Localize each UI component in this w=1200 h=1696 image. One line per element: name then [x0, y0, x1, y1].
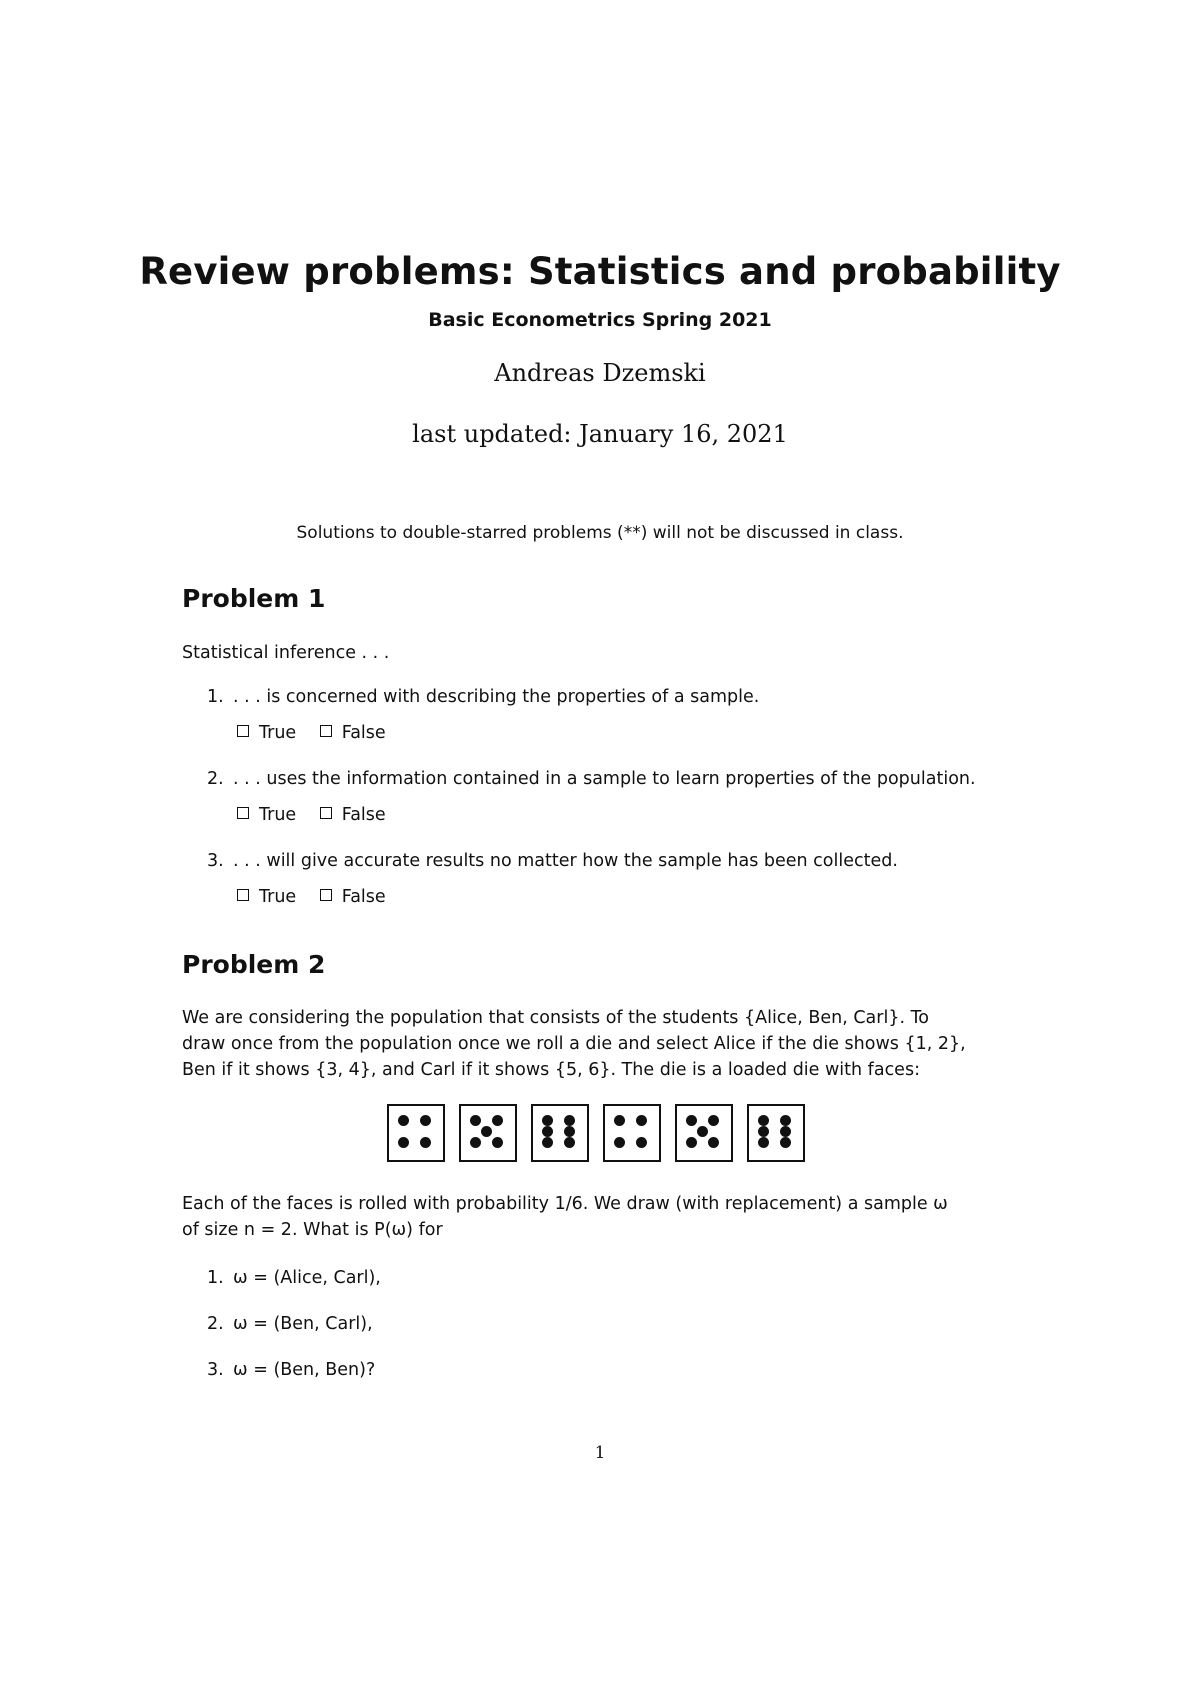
- item-text: . . . will give accurate results no matter how the sample has been collected.: [233, 851, 898, 871]
- die-pip: [780, 1137, 791, 1148]
- problem-2-heading: Problem 2: [182, 950, 326, 979]
- page-number: 1: [594, 1443, 606, 1463]
- die-pip: [708, 1115, 719, 1126]
- die-face-4-icon: [387, 1104, 445, 1162]
- die-pip: [542, 1115, 553, 1126]
- die-pip: [780, 1126, 791, 1137]
- paragraph-line: Each of the faces is rolled with probability 1/6. We draw (with replacement) a sample ω: [182, 1194, 948, 1214]
- document-title: Review problems: Statistics and probability: [139, 250, 1061, 293]
- die-pip: [398, 1115, 409, 1126]
- die-pip: [564, 1115, 575, 1126]
- problem-1-item-3: [207, 851, 898, 871]
- problem-1-item-3-choices: [237, 887, 404, 907]
- item-number: 3.: [207, 851, 224, 871]
- die-pip: [758, 1126, 769, 1137]
- die-pip: [686, 1137, 697, 1148]
- true-choice[interactable]: [237, 887, 296, 907]
- checkbox-icon[interactable]: [320, 889, 332, 901]
- problem-2-item-1: [207, 1268, 381, 1288]
- die-pip: [481, 1126, 492, 1137]
- item-number: 3.: [207, 1360, 224, 1380]
- false-choice[interactable]: [320, 723, 386, 743]
- problem-1-item-1: [207, 687, 759, 707]
- item-number: 2.: [207, 1314, 224, 1334]
- paragraph-line: of size n = 2. What is P(ω) for: [182, 1220, 443, 1240]
- item-number: 1.: [207, 1268, 224, 1288]
- checkbox-icon[interactable]: [237, 725, 249, 737]
- item-number: 1.: [207, 687, 224, 707]
- die-pip: [492, 1137, 503, 1148]
- paragraph-line: We are considering the population that consists of the students {Alice, Ben, Carl}. To: [182, 1008, 929, 1028]
- false-label: False: [341, 805, 386, 825]
- die-pip: [636, 1137, 647, 1148]
- die-pip: [492, 1115, 503, 1126]
- die-pip: [542, 1137, 553, 1148]
- true-label: True: [259, 805, 297, 825]
- problem-2-item-2: [207, 1314, 373, 1334]
- false-label: False: [341, 887, 386, 907]
- false-choice[interactable]: [320, 887, 386, 907]
- checkbox-icon[interactable]: [237, 807, 249, 819]
- die-face-5-icon: [459, 1104, 517, 1162]
- problem-2-paragraph-1: [182, 1005, 1042, 1083]
- die-pip: [542, 1126, 553, 1137]
- item-text: . . . uses the information contained in a sample to learn properties of the population.: [233, 769, 976, 789]
- die-pip: [758, 1137, 769, 1148]
- die-pip: [398, 1137, 409, 1148]
- die-pip: [758, 1115, 769, 1126]
- item-number: 2.: [207, 769, 224, 789]
- solutions-note: Solutions to double-starred problems (**) will not be discussed in class.: [296, 523, 904, 543]
- item-text: ω = (Ben, Ben)?: [233, 1360, 376, 1380]
- die-pip: [614, 1115, 625, 1126]
- false-label: False: [341, 723, 386, 743]
- false-choice[interactable]: [320, 805, 386, 825]
- die-pip: [708, 1137, 719, 1148]
- die-face-4-icon: [603, 1104, 661, 1162]
- die-pip: [420, 1115, 431, 1126]
- document-author: Andreas Dzemski: [494, 359, 706, 387]
- checkbox-icon[interactable]: [237, 889, 249, 901]
- problem-2-paragraph-2: [182, 1191, 1042, 1243]
- die-pip: [470, 1115, 481, 1126]
- document-date: last updated: January 16, 2021: [412, 420, 788, 448]
- die-pip: [420, 1137, 431, 1148]
- problem-1-intro: Statistical inference . . .: [182, 643, 390, 663]
- paragraph-line: draw once from the population once we roll a die and select Alice if the die shows {1, 2},: [182, 1034, 966, 1054]
- die-pip: [686, 1115, 697, 1126]
- die-pip: [780, 1115, 791, 1126]
- die-pip: [697, 1126, 708, 1137]
- document-subtitle: Basic Econometrics Spring 2021: [428, 309, 772, 331]
- checkbox-icon[interactable]: [320, 807, 332, 819]
- checkbox-icon[interactable]: [320, 725, 332, 737]
- die-pip: [470, 1137, 481, 1148]
- die-face-5-icon: [675, 1104, 733, 1162]
- die-face-6-icon: [531, 1104, 589, 1162]
- item-text: ω = (Alice, Carl),: [233, 1268, 381, 1288]
- true-choice[interactable]: [237, 805, 296, 825]
- true-label: True: [259, 887, 297, 907]
- die-pip: [564, 1137, 575, 1148]
- die-face-6-icon: [747, 1104, 805, 1162]
- problem-1-item-1-choices: [237, 723, 404, 743]
- problem-1-item-2: [207, 769, 976, 789]
- die-pip: [614, 1137, 625, 1148]
- item-text: . . . is concerned with describing the properties of a sample.: [233, 687, 760, 707]
- item-text: ω = (Ben, Carl),: [233, 1314, 373, 1334]
- paragraph-line: Ben if it shows {3, 4}, and Carl if it shows {5, 6}. The die is a loaded die with faces:: [182, 1060, 920, 1080]
- problem-2-item-3: [207, 1360, 375, 1380]
- problem-1-item-2-choices: [237, 805, 404, 825]
- problem-1-heading: Problem 1: [182, 584, 326, 613]
- true-choice[interactable]: [237, 723, 296, 743]
- true-label: True: [259, 723, 297, 743]
- die-pip: [636, 1115, 647, 1126]
- die-pip: [564, 1126, 575, 1137]
